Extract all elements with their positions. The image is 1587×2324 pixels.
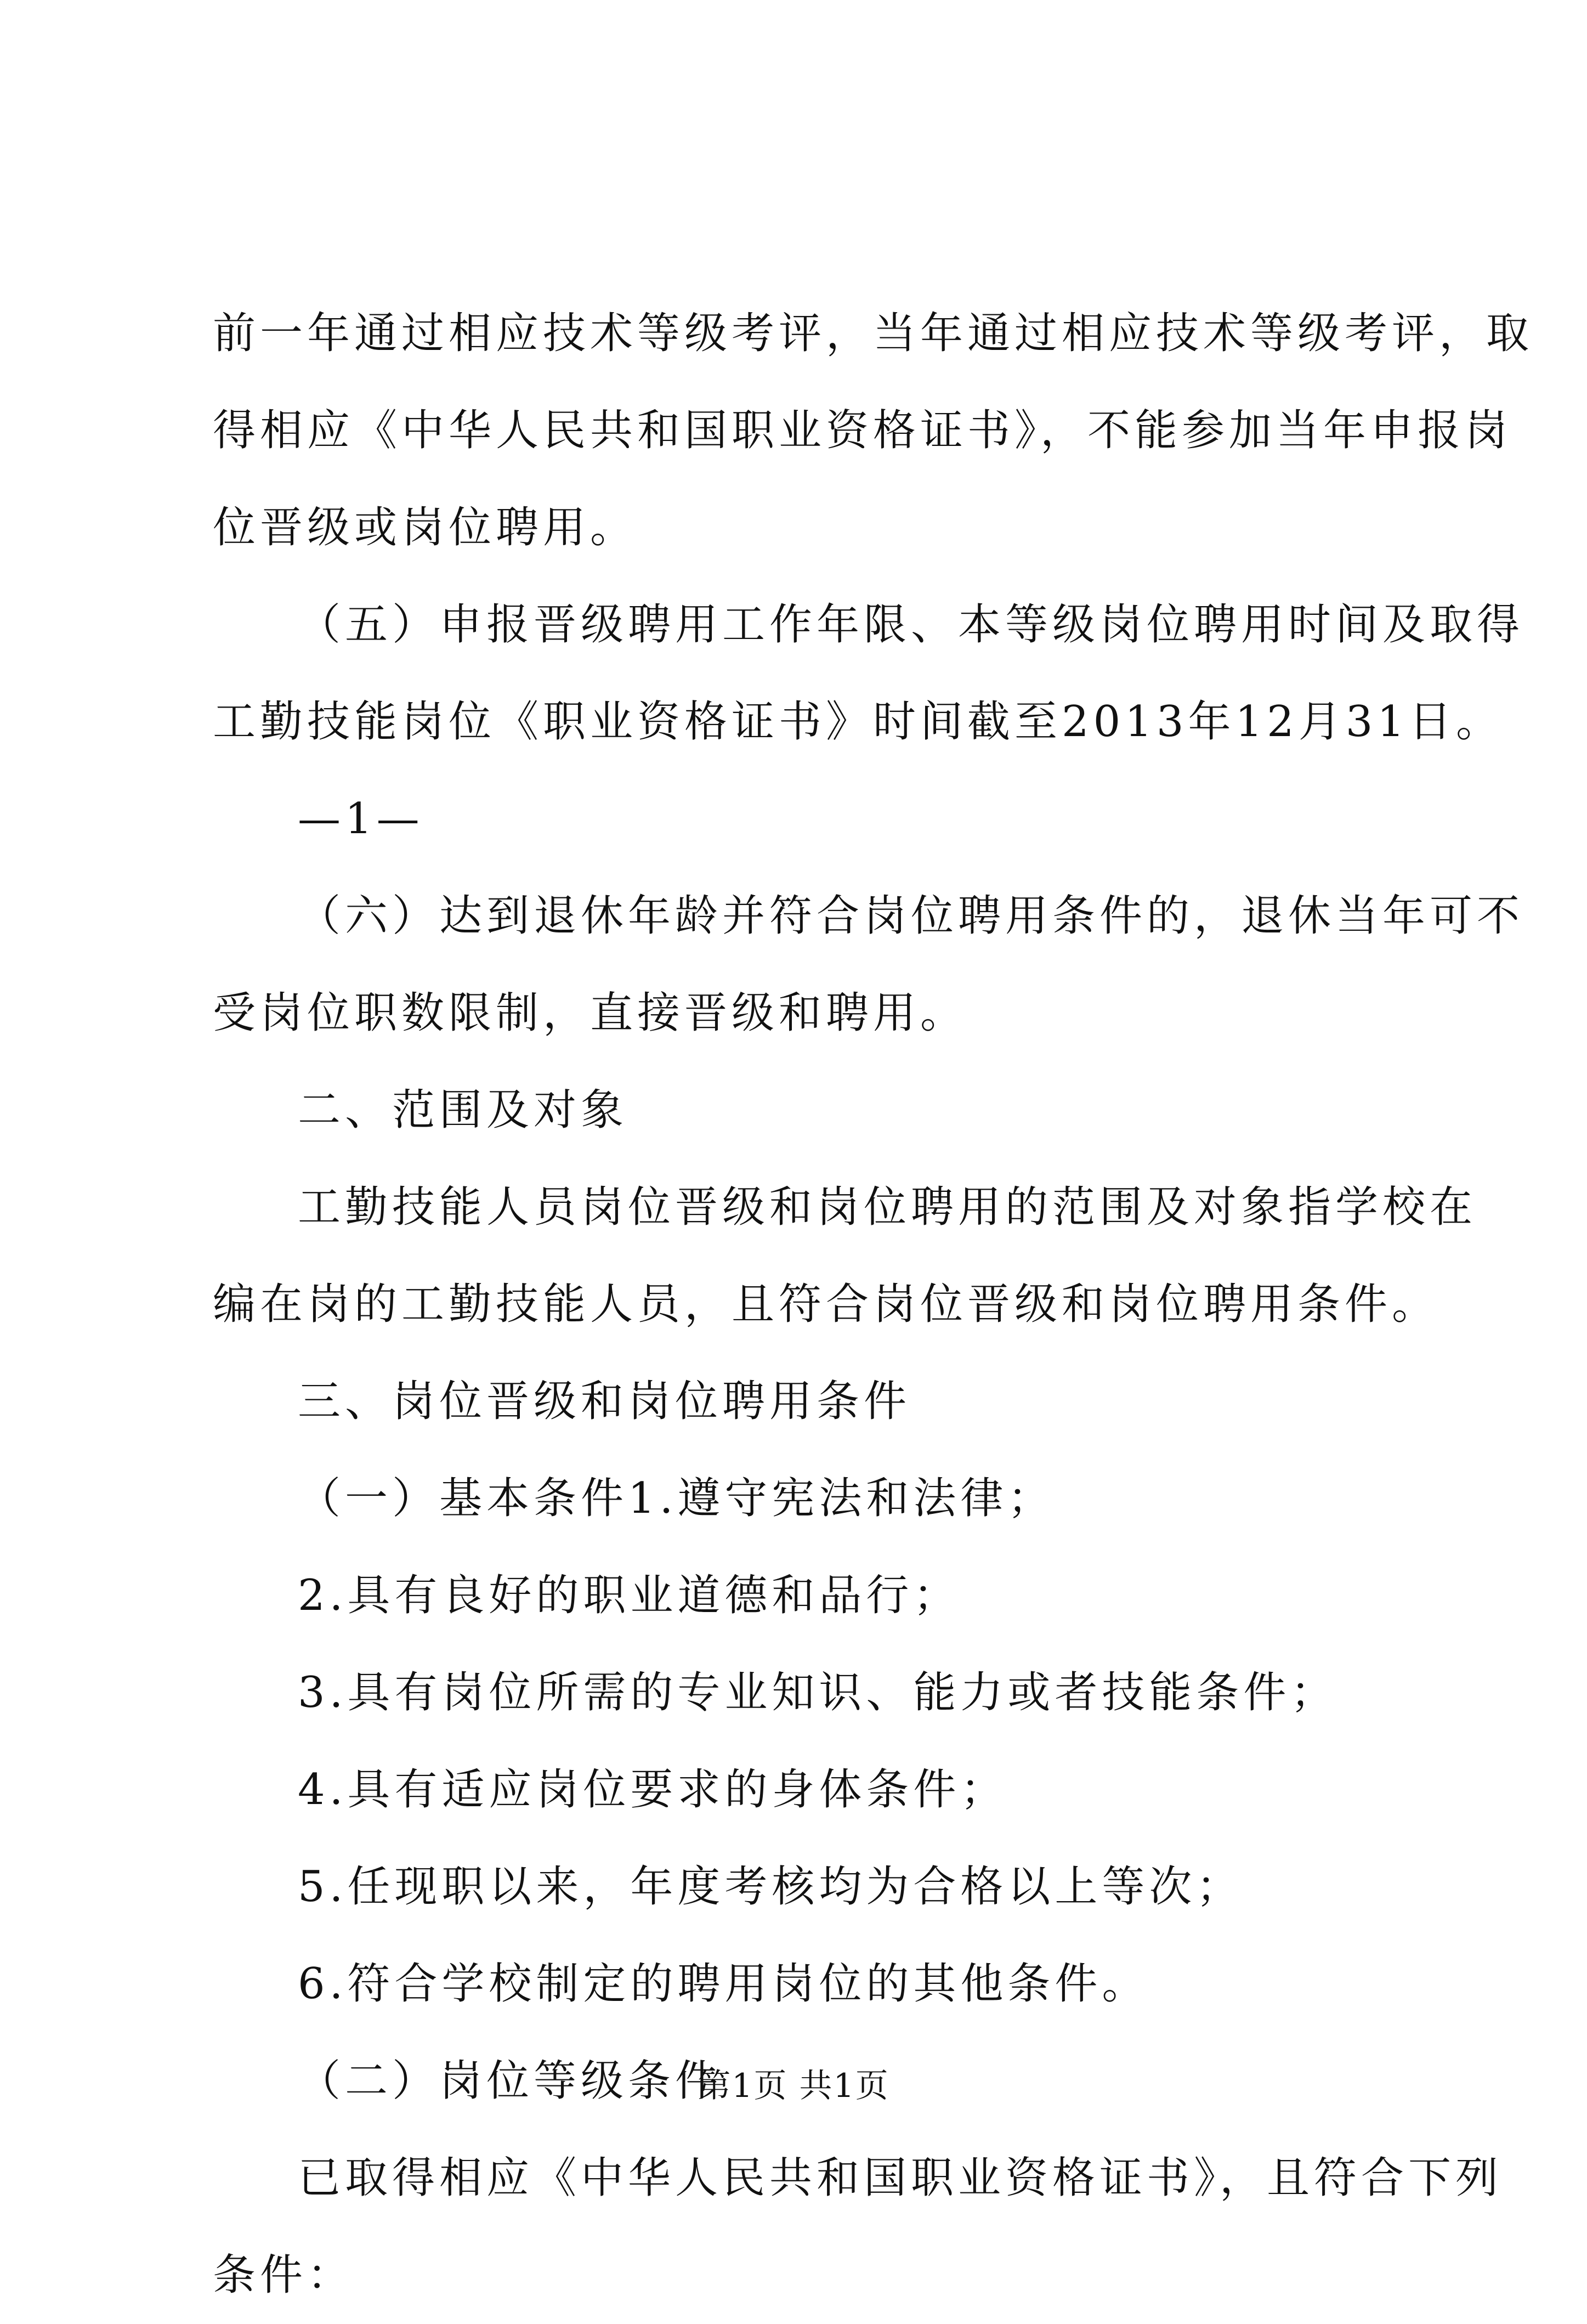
text-line: 工勤技能人员岗位晋级和岗位聘用的范围及对象指学校在 xyxy=(298,1183,1477,1232)
text-line: 前一年通过相应技术等级考评，当年通过相应技术等级考评，取 xyxy=(213,309,1534,358)
text-line: 编在岗的工勤技能人员，且符合岗位晋级和岗位聘用条件。 xyxy=(213,1280,1439,1329)
page-marker: —1— xyxy=(298,794,424,844)
list-item: 5.任现职以来，年度考核均为合格以上等次； xyxy=(298,1862,1244,1912)
text-line: 受岗位职数限制，直接晋级和聘用。 xyxy=(213,988,968,1038)
section-heading: 二、范围及对象 xyxy=(298,1085,628,1135)
subsection-heading: （二）岗位等级条件 xyxy=(298,2056,723,2106)
text-line: 工勤技能岗位《职业资格证书》时间截至2013年12月31日。 xyxy=(213,697,1504,747)
list-item: 4.具有适应岗位要求的身体条件； xyxy=(298,1765,1008,1814)
list-item: 3.具有岗位所需的专业知识、能力或者技能条件； xyxy=(298,1668,1338,1717)
subsection-heading: （一）基本条件1.遵守宪法和法律； xyxy=(298,1474,1055,1523)
text-line: 已取得相应《中华人民共和国职业资格证书》，且符合下列 xyxy=(298,2153,1503,2203)
text-line: 得相应《中华人民共和国职业资格证书》，不能参加当年申报岗 xyxy=(213,406,1512,455)
list-item: 2.具有良好的职业道德和品行； xyxy=(298,1571,961,1620)
page-footer: 第1页 共1页 xyxy=(698,2067,889,2105)
text-line: （六）达到退休年龄并符合岗位聘用条件的，退休当年可不 xyxy=(298,891,1524,941)
text-line: （五）申报晋级聘用工作年限、本等级岗位聘用时间及取得 xyxy=(298,600,1524,649)
list-item: 6.符合学校制定的聘用岗位的其他条件。 xyxy=(298,1959,1149,2009)
text-line: 条件： xyxy=(213,2251,355,2300)
section-heading: 三、岗位晋级和岗位聘用条件 xyxy=(298,1377,911,1426)
document-body xyxy=(213,285,1534,2324)
text-line: 位晋级或岗位聘用。 xyxy=(213,503,638,552)
